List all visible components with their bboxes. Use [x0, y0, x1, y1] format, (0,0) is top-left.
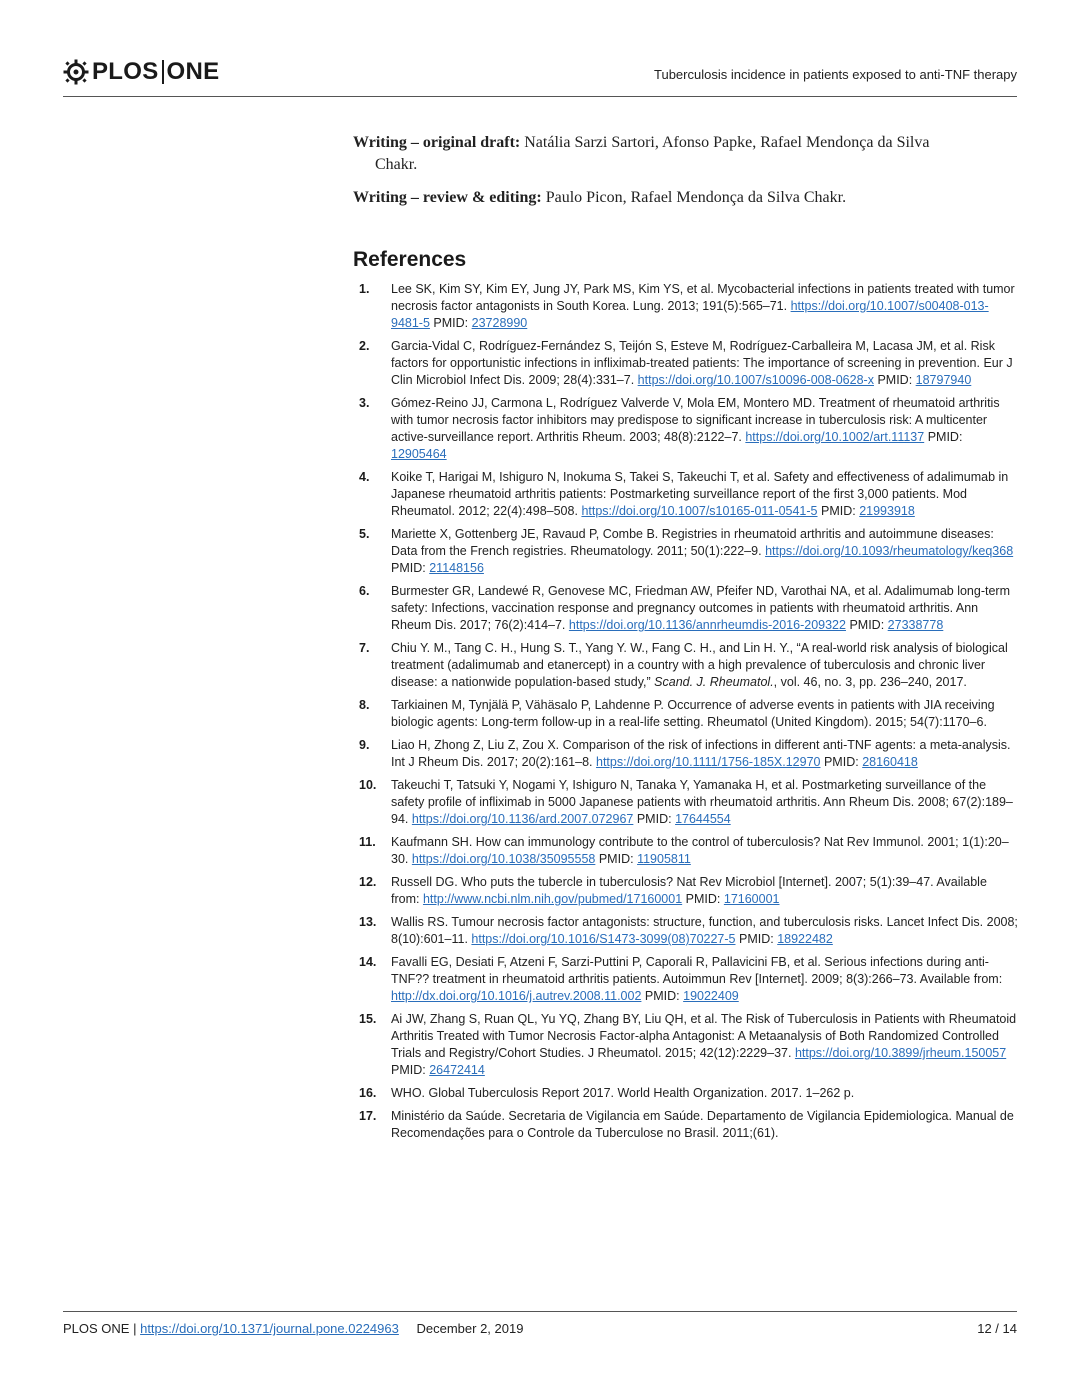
reference-item [353, 1085, 1018, 1102]
reference-item [353, 469, 1018, 520]
reference-pmid-label: PMID: [433, 316, 469, 330]
reference-number: 2. [359, 339, 370, 353]
reference-pmid-link[interactable]: 18922482 [777, 932, 833, 946]
reference-doi-link[interactable]: https://doi.org/10.1007/s10165-011-0541-5 [581, 504, 818, 518]
reference-pmid-label: PMID: [644, 989, 680, 1003]
plos-emblem-icon [63, 59, 89, 85]
reference-text: Wallis RS. Tumour necrosis factor antagonists: structure, function, and tuberculosis risks. Lancet Infect Dis. 2008; 8(10):601–11. [391, 915, 1018, 946]
reference-item [353, 914, 1018, 948]
contribution-people: Paulo Picon, Rafael Mendonça da Silva Chakr. [545, 189, 847, 206]
reference-pmid-link[interactable]: 18797940 [915, 373, 972, 387]
reference-item [353, 281, 1018, 332]
references-heading: References [353, 248, 467, 271]
reference-pmid-label: PMID: [636, 812, 672, 826]
reference-number: 11. [359, 835, 376, 849]
reference-pmid-link[interactable]: 21148156 [429, 561, 484, 575]
reference-pmid-label: PMID: [391, 561, 426, 575]
contribution-role: Writing – review & editing: [353, 189, 542, 206]
reference-text: Liao H, Zhong Z, Liu Z, Zou X. Comparison of the risk of infections in different anti-TNF agents: a meta-analysis. Int J Rheum Dis. 2017; 20(2):161–8. [391, 738, 1011, 769]
reference-number: 3. [359, 396, 370, 410]
contribution-role: Writing – original draft: [353, 134, 521, 151]
reference-number: 14. [359, 955, 377, 969]
reference-text: WHO. Global Tuberculosis Report 2017. World Health Organization. 2017. 1–262 p. [391, 1086, 855, 1100]
reference-item [353, 1108, 1018, 1142]
page-header [63, 56, 1017, 96]
reference-tail: , vol. 46, no. 3, pp. 236–240, 2017. [773, 675, 967, 689]
reference-pmid-link[interactable]: 28160418 [862, 755, 918, 769]
reference-doi-link[interactable]: http://dx.doi.org/10.1016/j.autrev.2008.11.002 [391, 989, 642, 1003]
reference-pmid-label: PMID: [598, 852, 634, 866]
reference-text: Tarkiainen M, Tynjälä P, Vähäsalo P, Lahdenne P. Occurrence of adverse events in patients with JIA receiving biologic agents: Long-term follow-up in a real-life setting. Rheumatol (United Kingdom). 2015; 54(7):1170–6. [391, 698, 995, 729]
footer-doi-link[interactable]: https://doi.org/10.1371/journal.pone.0224963 [140, 1321, 399, 1336]
reference-doi-link[interactable]: https://doi.org/10.1016/S1473-3099(08)70227-5 [471, 932, 736, 946]
reference-doi-link[interactable]: https://doi.org/10.1093/rheumatology/keq368 [765, 544, 1014, 558]
reference-doi-link[interactable]: https://doi.org/10.1136/annrheumdis-2016-209322 [568, 618, 846, 632]
reference-text: Russell DG. Who puts the tubercle in tuberculosis? Nat Rev Microbiol [Internet]. 2007; 5(1):39–47. Available from: [391, 875, 987, 906]
footer-date: December 2, 2019 [416, 1321, 524, 1336]
reference-text: Takeuchi T, Tatsuki Y, Nogami Y, Ishiguro N, Tanaka Y, Yamanaka H, et al. Postmarketing surveillance of the safety profile of infliximab in 5000 Japanese patients with rheumatoid arthritis. Ann Rheum Dis. 2008; 67(2):189–94. [391, 778, 1013, 826]
reference-item [353, 777, 1018, 828]
reference-item [353, 1011, 1018, 1079]
reference-item [353, 640, 1018, 691]
reference-number: 12. [359, 875, 377, 889]
reference-item [353, 338, 1018, 389]
contribution-people: Natália Sarzi Sartori, Afonso Papke, Rafael Mendonça da Silva [524, 134, 930, 151]
reference-pmid-link[interactable]: 23728990 [471, 316, 528, 330]
reference-doi-link[interactable]: https://doi.org/10.3899/jrheum.150057 [794, 1046, 1007, 1060]
running-title: Tuberculosis incidence in patients exposed to anti-TNF therapy [654, 67, 1017, 82]
reference-number: 10. [359, 778, 377, 792]
reference-number: 16. [359, 1086, 377, 1100]
reference-number: 6. [359, 584, 370, 598]
reference-doi-link[interactable]: https://doi.org/10.1136/ard.2007.072967 [411, 812, 634, 826]
reference-pmid-label: PMID: [927, 430, 963, 444]
reference-doi-link[interactable]: https://doi.org/10.1007/s00408-013-9481-5 [391, 299, 989, 330]
reference-pmid-link[interactable]: 19022409 [683, 989, 739, 1003]
reference-pmid-label: PMID: [685, 892, 721, 906]
contribution-people-continued: Chakr. [375, 156, 418, 173]
reference-item [353, 737, 1018, 771]
reference-item [353, 697, 1018, 731]
reference-pmid-link[interactable]: 17160001 [723, 892, 780, 906]
reference-text: Chiu Y. M., Tang C. H., Hung S. T., Yang Y. W., Fang C. H., and Lin H. Y., “A real-world risk analysis of biological treatment (adalimumab and etanercept) in a country with a high prevalence of tuberculosis and chronic liver disease: a nationwide population-based study,” [391, 641, 1008, 689]
reference-journal: Scand. J. Rheumatol. [654, 675, 774, 689]
reference-item [353, 526, 1018, 577]
reference-pmid-label: PMID: [849, 618, 885, 632]
reference-doi-link[interactable]: https://doi.org/10.1007/s10096-008-0628-x [637, 373, 874, 387]
logo-divider [162, 60, 164, 84]
reference-pmid-link[interactable]: 12905464 [391, 447, 447, 461]
reference-number: 9. [359, 738, 370, 752]
plos-one-logo[interactable] [63, 57, 219, 87]
reference-pmid-link[interactable]: 11905811 [637, 852, 691, 866]
reference-number: 4. [359, 470, 370, 484]
logo-text-plos: PLOS [92, 58, 159, 85]
page-number: 12 / 14 [977, 1321, 1017, 1336]
reference-number: 5. [359, 527, 370, 541]
reference-doi-link[interactable]: http://www.ncbi.nlm.nih.gov/pubmed/17160001 [422, 892, 683, 906]
reference-number: 8. [359, 698, 370, 712]
reference-item [353, 834, 1018, 868]
reference-doi-link[interactable]: https://doi.org/10.1002/art.11137 [745, 430, 925, 444]
reference-pmid-link[interactable]: 21993918 [859, 504, 915, 518]
reference-text: Gómez-Reino JJ, Carmona L, Rodríguez Valverde V, Mola EM, Montero MD. Treatment of rheumatoid arthritis with tumor necrosis factor inhibitors may predispose to significant increase in tuberculosis risk: A multicenter active-surveillance report. Arthritis Rheum. 2003; 48(8):2122–7. [391, 396, 1000, 444]
contribution-review-editing [353, 187, 1003, 209]
reference-pmid-link[interactable]: 27338778 [887, 618, 944, 632]
reference-text: Ministério da Saúde. Secretaria de Vigilancia em Saúde. Departamento de Vigilancia Epidemiologica. Manual de Recomendações para o Controle da Tuberculose no Brasil. 2011;(61). [391, 1109, 1014, 1140]
reference-pmid-link[interactable]: 26472414 [429, 1063, 485, 1077]
reference-list [353, 281, 1018, 1148]
reference-text: Ai JW, Zhang S, Ruan QL, Yu YQ, Zhang BY, Liu QH, et al. The Risk of Tuberculosis in Patients with Rheumatoid Arthritis Treated with Tumor Necrosis Factor-alpha Antagonist: A Metaanalysis of Both Randomized Controlled Trials and Registry/Cohort Studies. J Rheumatol. 2015; 42(12):2229–37. [391, 1012, 1017, 1060]
reference-pmid-label: PMID: [738, 932, 774, 946]
footer-journal: PLOS ONE | [63, 1321, 137, 1336]
reference-item [353, 874, 1018, 908]
reference-item [353, 583, 1018, 634]
reference-doi-link[interactable]: https://doi.org/10.1111/1756-185X.12970 [596, 755, 821, 769]
reference-pmid-link[interactable]: 17644554 [675, 812, 731, 826]
footer-divider [63, 1311, 1017, 1312]
reference-text: Garcia-Vidal C, Rodríguez-Fernández S, Teijón S, Esteve M, Rodríguez-Carballeira M, Lacasa JM, et al. Risk factors for opportunistic infections in infliximab-treated patients: The importance of screening in prevention. Eur J Clin Microbiol Infect Dis. 2009; 28(4):331–7. [391, 339, 1013, 387]
reference-pmid-label: PMID: [877, 373, 913, 387]
reference-number: 13. [359, 915, 377, 929]
reference-item [353, 954, 1018, 1005]
reference-pmid-label: PMID: [820, 504, 856, 518]
reference-text: Lee SK, Kim SY, Kim EY, Jung JY, Park MS, Kim YS, et al. Mycobacterial infections in patients treated with tumor necrosis factor antagonists in South Korea. Lung. 2013; 191(5):565–71. [391, 282, 1015, 313]
reference-text: Kaufmann SH. How can immunology contribute to the control of tuberculosis? Nat Rev Immunol. 2001; 1(1):20–30. [391, 835, 1009, 866]
header-divider [63, 96, 1017, 97]
reference-text: Mariette X, Gottenberg JE, Ravaud P, Combe B. Registries in rheumatoid arthritis and autoimmune diseases: Data from the French registries. Rheumatology. 2011; 50(1):222–9. [391, 527, 994, 558]
reference-number: 7. [359, 641, 370, 655]
reference-item [353, 395, 1018, 463]
contribution-original-draft [353, 132, 1003, 176]
reference-doi-link[interactable]: https://doi.org/10.1038/35095558 [411, 852, 596, 866]
reference-pmid-label: PMID: [391, 1063, 426, 1077]
page-footer [63, 1321, 1017, 1336]
reference-text: Burmester GR, Landewé R, Genovese MC, Friedman AW, Pfeifer ND, Varothai NA, et al. Adalimumab long-term safety: Infections, vaccination response and pregnancy outcomes in patients with rheumatoid arthritis. Ann Rheum Dis. 2017; 76(2):414–7. [391, 584, 1010, 632]
reference-number: 17. [359, 1109, 377, 1123]
reference-text: Koike T, Harigai M, Ishiguro N, Inokuma S, Takei S, Takeuchi T, et al. Safety and effectiveness of adalimumab in Japanese rheumatoid arthritis patients: Postmarketing surveillance report of the first 3,000 patients. Mod Rheumatol. 2012; 22(4):498–508. [391, 470, 1009, 518]
reference-text: Favalli EG, Desiati F, Atzeni F, Sarzi-Puttini P, Caporali R, Pallavicini FB, et al. Serious infections during anti-TNF?? treatment in rheumatoid arthritis patients. Autoimmun Rev [Internet]. 2009; 8(3):266–73. Available from: [391, 955, 1003, 986]
reference-number: 1. [359, 282, 370, 296]
logo-text-one: ONE [166, 58, 220, 85]
reference-number: 15. [359, 1012, 377, 1026]
reference-pmid-label: PMID: [823, 755, 859, 769]
